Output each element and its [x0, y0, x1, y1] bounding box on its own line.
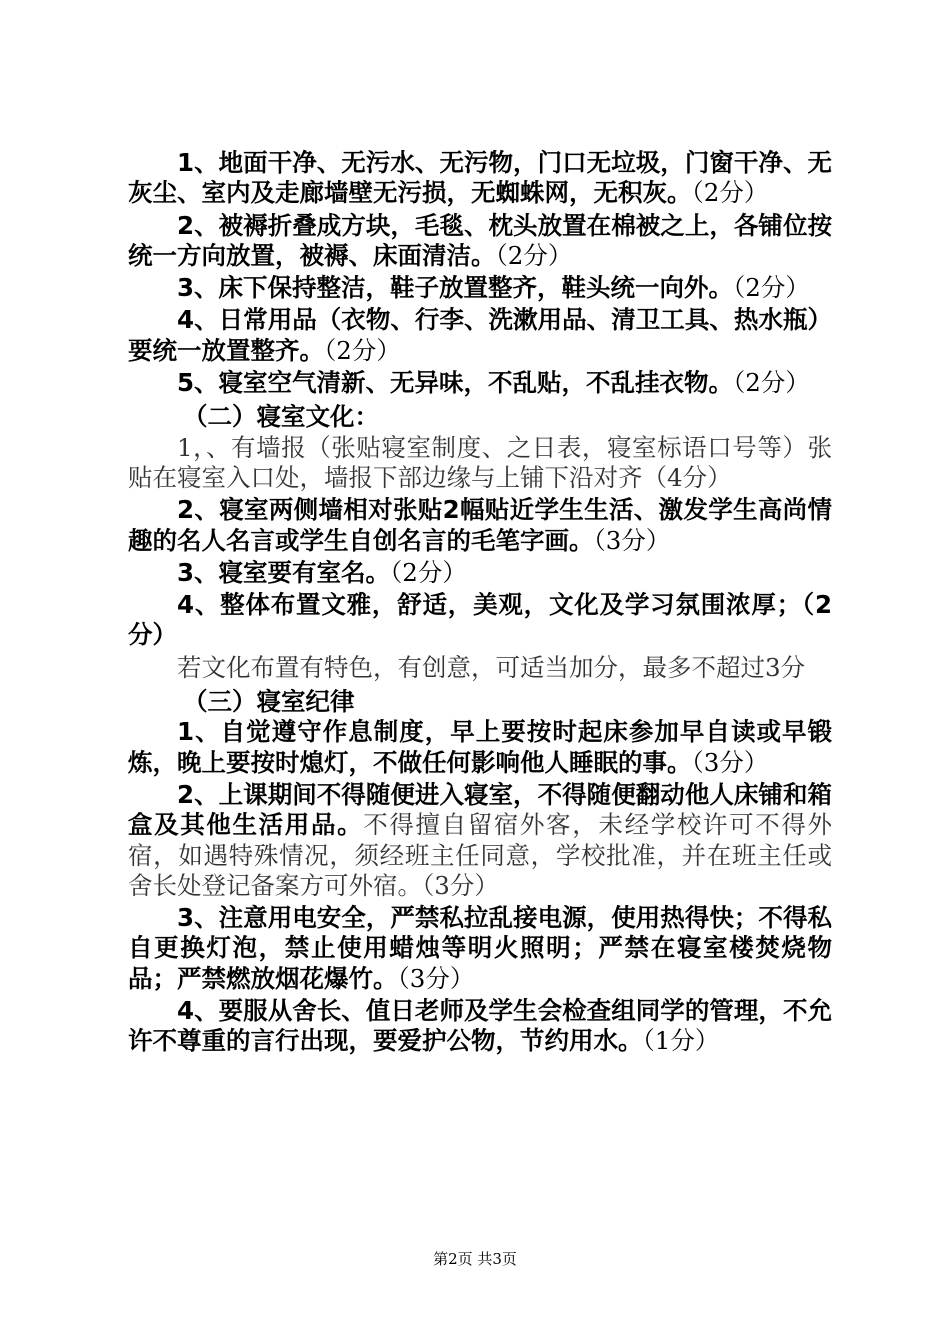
paragraph-culture-1: 1，、有墙报（张贴寝室制度、之日表，寝室标语口号等）张贴在寝室入口处，墙报下部边缘与上铺下沿对齐（4分）: [128, 432, 832, 492]
paragraph-hygiene-3: [128, 273, 832, 303]
text: 3、注意用电安全，严禁私拉乱接电源，使用热得快；不得私自更换灯泡，禁止使用蜡烛等明火照明；严禁在寝室楼焚烧物品；严禁燃放烟花爆竹。: [128, 903, 832, 993]
paragraph-discipline-3: [128, 903, 832, 994]
text: 4、日常用品（衣物、行李、洗漱用品、清卫工具、热水瓶）要统一放置整齐。: [128, 305, 832, 365]
paragraph-culture-3: [128, 558, 832, 588]
paragraph-hygiene-1: [128, 148, 832, 209]
paragraph-hygiene-4: [128, 305, 832, 366]
paragraph-discipline-2: [128, 780, 832, 901]
score: （3分）: [397, 963, 475, 993]
score: （3分）: [593, 525, 671, 555]
text: 1、地面干净、无污水、无污物，门口无垃圾，门窗干净、无灰尘、室内及走廊墙壁无污损，无蜘蛛网，无积灰。: [128, 148, 832, 208]
document-body: [128, 148, 832, 1057]
text-continued: 不得擅自留宿外客，未经学校许可不得外宿，如遇特殊情况，须经班主任同意，学校批准，并在班主任或舍长处登记备案方可外宿。（3分）: [128, 810, 833, 900]
text: 3、寝室要有室名。: [177, 557, 391, 587]
score: （2分）: [495, 240, 573, 270]
section-heading-discipline: （三）寝室纪律: [183, 687, 355, 717]
text: 4、要服从舍长、值日老师及学生会检查组同学的管理，不允许不尊重的言行出现，要爱护公物，节约用水。: [128, 996, 832, 1056]
text: 2、被褥折叠成方块，毛毯、枕头放置在棉被之上，各铺位按统一方向放置，被褥、床面清洁。: [128, 210, 832, 270]
page-number-footer: 第2页 共3页: [433, 1250, 517, 1268]
paragraph-discipline-4: [128, 996, 832, 1057]
paragraph-discipline-1: [128, 717, 832, 778]
paragraph-culture-5: 若文化布置有特色，有创意，可适当加分，最多不超过3分: [177, 652, 806, 682]
paragraph-culture-2: [128, 495, 832, 556]
text: 1、自觉遵守作息制度，早上要按时起床参加早自读或早锻炼，晚上要按时熄灯，不做任何影响他人睡眠的事。: [128, 717, 832, 777]
text: 3、床下保持整洁，鞋子放置整齐，鞋头统一向外。: [177, 273, 734, 303]
score: （1分）: [642, 1026, 720, 1056]
score: （2分）: [324, 335, 401, 365]
text: 2、上课期间不得随便进入寝室，不得随便翻动他人床铺和箱盒及其他生活用品。: [128, 779, 832, 840]
score: （2分）: [691, 178, 769, 208]
section-heading-culture: （二）寝室文化：: [183, 402, 379, 432]
paragraph-hygiene-2: [128, 211, 832, 272]
score: （3分）: [691, 747, 769, 777]
text: 2、寝室两侧墙相对张贴2幅贴近学生生活、激发学生高尚情趣的名人名言或学生自创名言的毛笔字画。: [128, 495, 832, 555]
text: 5、寝室空气清新、无异味，不乱贴，不乱挂衣物。: [177, 368, 734, 398]
score: （2分）: [733, 273, 810, 303]
paragraph-culture-4: 4、整体布置文雅，舒适，美观，文化及学习氛围浓厚；（2分）: [128, 590, 832, 650]
score: （2分）: [733, 368, 810, 398]
score: （2分）: [390, 557, 467, 587]
paragraph-hygiene-5: [128, 368, 832, 398]
